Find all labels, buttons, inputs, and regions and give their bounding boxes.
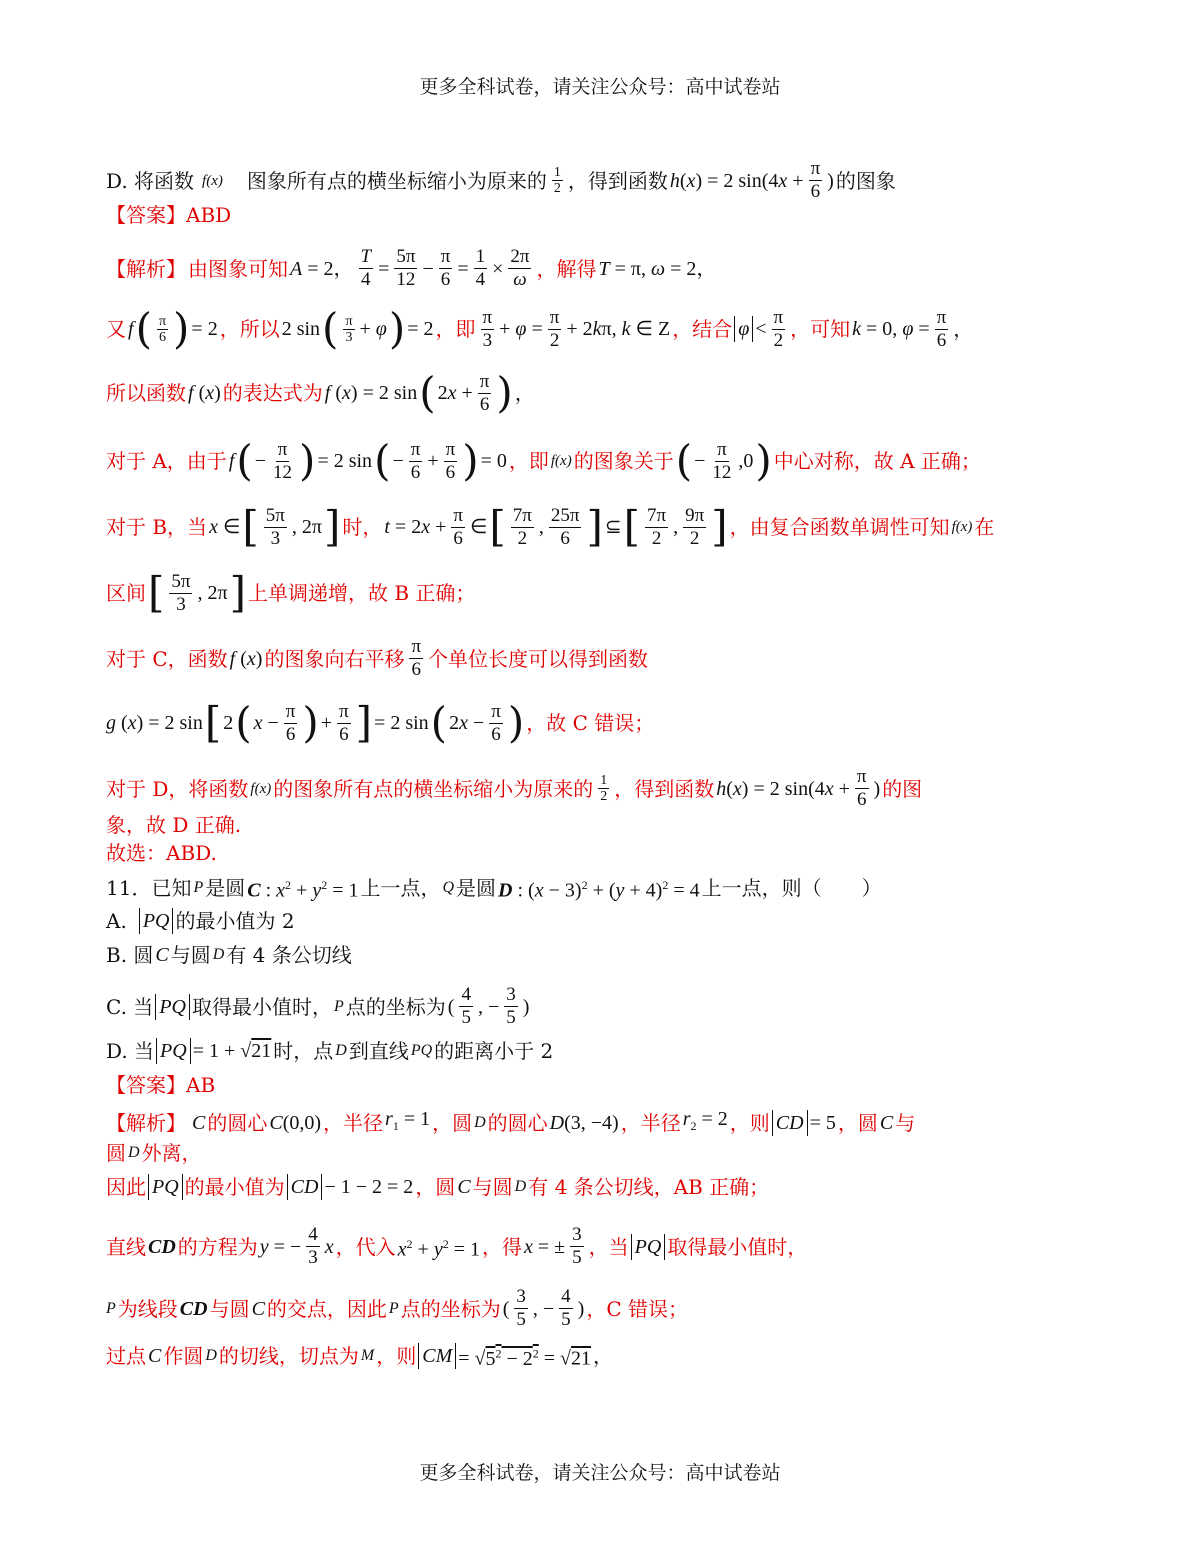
page-footer: 更多全科试卷，请关注公众号：高中试卷站 [419, 1462, 781, 1484]
q10-option-d-analysis-cont: 象，故 D 正确. [106, 813, 242, 837]
q11-option-d: D. 当 PQ = 1 + √21 时，点 D 到直线 PQ 的距离小于 2 [106, 1039, 554, 1063]
q10-answer: 【答案】ABD [106, 203, 232, 227]
q10-option-d-analysis: 对于 D，将函数 f(x) 的图象所有点的横坐标缩小为原来的 $\frac{1}{2}$ ，得到函数 h(x) = 2 sin(4x + $\frac{\pi}{6}$ ) 的图 [106, 766, 923, 810]
q11-analysis-line-3: 因此 PQ 的最小值为 CD − 1 − 2 = 2 ，圆 C 与圆 D 有 4 条公切线，AB 正确； [106, 1175, 770, 1199]
q11-analysis-line-1: 【解析】 C 的圆心 C(0,0) ，半径 $r_1 = 1$ ，圆 D 的圆心 D(3, −4) ，半径 $r_2 = 2$ ，则 CD = 5 ，圆 C 与 [106, 1108, 916, 1135]
q10-analysis-line-2: 又 f ( $\frac{\pi}{6}$ ) = 2 ，所以 2 sin ( $\frac{\pi}{3}$ + φ ) = 2 ，即 $\frac{\pi}{3}$ + φ = $\frac{\pi}{2}$ + 2kπ, k ∈ Z ，结合 φ < $\frac{\pi}{2}$ ，可知 k = 0, φ = $\frac{\pi}{6}$ ， [106, 304, 974, 353]
q11-answer: 【答案】AB [106, 1073, 216, 1097]
q10-analysis-line-1: 【解析】 由图象可知 A = 2， $\frac{T}{4}$ = $\frac{5\pi}{12}$ − $\frac{\pi}{6}$ = $\frac{1}{4}$ × $\frac{2\pi}{\omega}$ ，解得 T = π, ω = 2， [106, 246, 717, 290]
q10-option-c-analysis: 对于 C，函数 f (x) 的图象向右平移 $\frac{\pi}{6}$ 个单位长度可以得到函数 [106, 636, 649, 680]
q10-option-d: D. 将函数 f(x) 图象所有点的横坐标缩小为原来的 $\frac{1}{2}$ ，得到函数 h(x) = 2 sin(4x + $\frac{\pi}{6}$ ) 的图象 [106, 158, 896, 202]
q10-option-c-formula: g (x) = 2 sin [ 2 ( x − $\frac{\pi}{6}$ ) + $\frac{\pi}{6}$ ] = 2 sin ( 2x − $\frac{\pi}{6}$ ) ，故 C 错误； [106, 698, 655, 747]
q10-option-a-analysis: 对于 A，由于 f ( − $\frac{\pi}{12}$ ) = 2 sin ( − $\frac{\pi}{6}$ + $\frac{\pi}{6}$ ) = 0 ，即 f(x) 的图象关于 ( − $\frac{\pi}{12}$ ,0 ) 中心对称，故 A 正确； [106, 436, 981, 485]
q11-analysis-line-5: P 为线段 CD 与圆 C 的交点，因此 P 点的坐标为 ( $\frac{3}{5}$ , − $\frac{4}{5}$ ) ，C 错误； [106, 1286, 688, 1330]
q10-option-b-analysis: 对于 B，当 x ∈ [ $\frac{5\pi}{3}$ , 2π ] 时， t = 2x + $\frac{\pi}{6}$ ∈ [ $\frac{7\pi}{2}$ , $\frac{25\pi}{6}$ ] ⊆ [ $\frac{7\pi}{2}$ , $\frac{9\pi}{2}$ ] ，由复合函数单调性可知 f(x) 在 [106, 502, 995, 551]
q11-analysis-line-4: 直线 CD 的方程为 y = − $\frac{4}{3}$ x ，代入 $x^2 + y^2 = 1$ ，得 x = ± $\frac{3}{5}$ ，当 PQ 取得最小值时， [106, 1224, 808, 1268]
q11-stem: 11．已知 P 是圆 C : $x^2 + y^2 = 1$ 上一点， Q 是圆 D : $(x - 3)^2 + (y + 4)^2 = 4$ 上一点，则（ ） [106, 875, 882, 902]
q10-analysis-line-3: 所以函数 f (x) 的表达式为 f (x) = 2 sin ( 2x + $\frac{\pi}{6}$ ) ， [106, 368, 535, 417]
page-header: 更多全科试卷，请关注公众号：高中试卷站 [419, 76, 781, 98]
q11-analysis-line-2: 圆 D 外离， [106, 1141, 202, 1165]
q10-choose: 故选：ABD. [106, 841, 217, 865]
q11-option-a: A. PQ 的最小值为 2 [106, 909, 295, 933]
q11-analysis-line-6: 过点 C 作圆 D 的切线，切点为 M ，则 CM = $√5^2 - 2^2 = √21$ ， [106, 1343, 614, 1370]
q10-option-b-analysis-cont: 区间 [ $\frac{5\pi}{3}$ , 2π ] 上单调递增，故 B 正确； [106, 568, 476, 617]
q11-option-c: C. 当 PQ 取得最小值时， P 点的坐标为 ( $\frac{4}{5}$ , − $\frac{3}{5}$ ) [106, 984, 530, 1028]
q11-option-b: B. 圆 C 与圆 D 有 4 条公切线 [106, 943, 352, 967]
